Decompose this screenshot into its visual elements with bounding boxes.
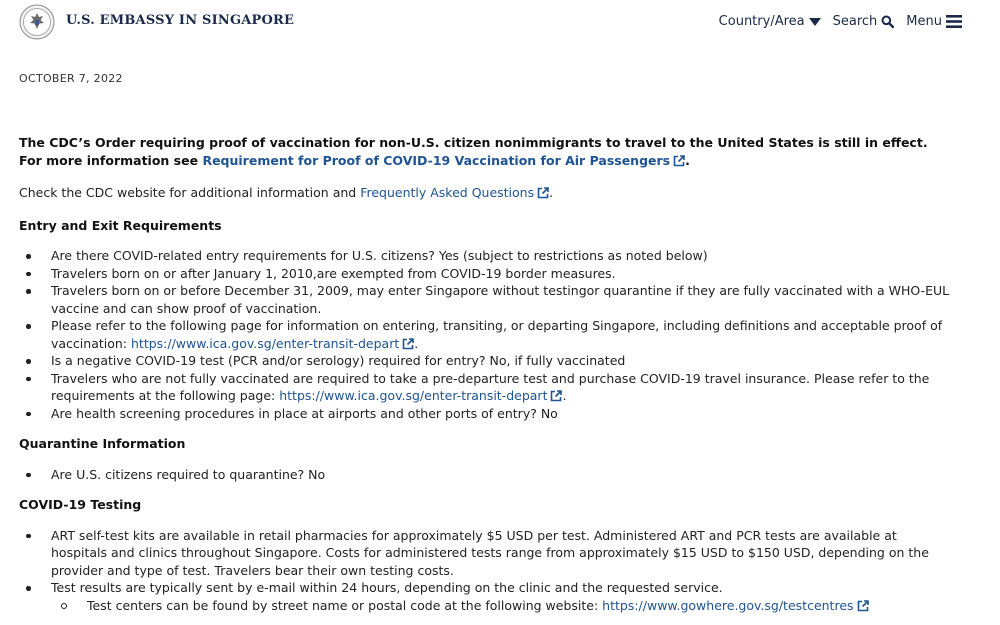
- list-item: [19, 370, 954, 405]
- list-item: ART self-test kits are available in retail pharmacies for approximately $5 USD per test. Administered ART and PCR tests are available at hospitals and clinics throughout Singapore. Costs for administered tests range from approximately $15 USD to $150 USD, depending on the provider and type of test. Travelers bear their own testing costs.: [19, 527, 954, 580]
- faq-link-text: Frequently Asked Questions: [360, 185, 535, 200]
- article-body: [19, 134, 954, 614]
- ica-link[interactable]: [279, 388, 562, 403]
- list-item: Are there COVID-related entry requirements for U.S. citizens? Yes (subject to restrictions as noted below): [19, 247, 954, 265]
- proof-of-vaccination-link[interactable]: [202, 153, 685, 168]
- list-item-end: .: [414, 335, 419, 351]
- search-label: Search: [832, 14, 878, 29]
- menu-label: Menu: [906, 14, 942, 29]
- list-item: Travelers born on or after January 1, 2010,are exempted from COVID-19 border measures.: [19, 265, 954, 283]
- entry-exit-list: [19, 247, 954, 422]
- caret-down-icon: [809, 18, 821, 26]
- search-button[interactable]: [833, 14, 895, 29]
- ica-link-text: https://www.ica.gov.sg/enter-transit-depart: [279, 388, 548, 403]
- external-link-icon: [673, 155, 685, 167]
- menu-button[interactable]: [906, 14, 962, 29]
- list-item: Travelers born on or before December 31, 2009, may enter Singapore without testingor quarantine if they are fully vaccinated with a WHO-EUL vaccine and can show proof of vaccination.: [19, 282, 954, 317]
- quarantine-list: [19, 466, 954, 484]
- testing-sub-list: [19, 597, 954, 615]
- site-title[interactable]: U.S. EMBASSY IN SINGAPORE: [66, 13, 295, 28]
- gowhere-link-text: https://www.gowhere.gov.sg/testcentres: [602, 597, 854, 613]
- list-item-text: Please refer to the following page for information on entering, transiting, or departing Singapore, including definitions and acceptable proof of vaccination:: [51, 318, 943, 351]
- list-item: [19, 579, 954, 597]
- faq-link[interactable]: [360, 185, 549, 200]
- cdc-order-end: .: [685, 152, 690, 168]
- list-item: Is a negative COVID-19 test (PCR and/or serology) required for entry? No, if fully vaccinated: [19, 352, 954, 370]
- search-icon: [881, 15, 894, 28]
- ica-link-text: https://www.ica.gov.sg/enter-transit-depart: [131, 335, 400, 351]
- sub-list-item: [19, 597, 954, 615]
- proof-of-vaccination-link-text: Requirement for Proof of COVID-19 Vaccination for Air Passengers: [202, 152, 671, 168]
- external-link-icon: [857, 600, 869, 612]
- cdc-website-end: .: [549, 185, 554, 200]
- testing-list: [19, 527, 954, 597]
- list-item-text: Travelers who are not fully vaccinated are required to take a pre-departure test and purchase COVID-19 travel insurance. Please refer to the requirements at the following page:: [51, 370, 930, 403]
- list-item-end: .: [562, 388, 567, 403]
- country-area-dropdown[interactable]: [719, 14, 821, 29]
- external-link-icon: [550, 390, 562, 402]
- cdc-website-line: [19, 184, 954, 202]
- sub-list-item-text: Test centers can be found by street name or postal code at the following website:: [87, 597, 603, 613]
- cdc-order-text: The CDC’s Order requiring proof of vaccination for non-U.S. citizen nonimmigrants to travel to the United States is still in effect. For more information see: [19, 135, 928, 168]
- ica-link[interactable]: [131, 336, 414, 351]
- site-header: [0, 0, 1000, 46]
- cdc-order-notice: [19, 134, 954, 169]
- external-link-icon: [537, 187, 549, 199]
- testing-heading: COVID-19 Testing: [19, 497, 142, 512]
- quarantine-heading: Quarantine Information: [19, 436, 186, 451]
- cdc-website-text: Check the CDC website for additional information and: [19, 185, 361, 200]
- list-item: [19, 317, 954, 352]
- country-area-label: Country/Area: [718, 14, 805, 29]
- list-item-text: Test results are typically sent by e-mail within 24 hours, depending on the clinic and the requested service.: [51, 580, 723, 595]
- entry-exit-heading: Entry and Exit Requirements: [19, 217, 222, 233]
- gowhere-link[interactable]: [602, 598, 868, 613]
- post-date: OCTOBER 7, 2022: [19, 72, 123, 85]
- list-item: Are U.S. citizens required to quarantine? No: [19, 466, 954, 484]
- embassy-seal-icon[interactable]: [19, 4, 55, 40]
- list-item: Are health screening procedures in place at airports and other ports of entry? No: [19, 405, 954, 423]
- top-nav: [719, 14, 962, 29]
- external-link-icon: [402, 338, 414, 350]
- hamburger-menu-icon: [946, 15, 962, 28]
